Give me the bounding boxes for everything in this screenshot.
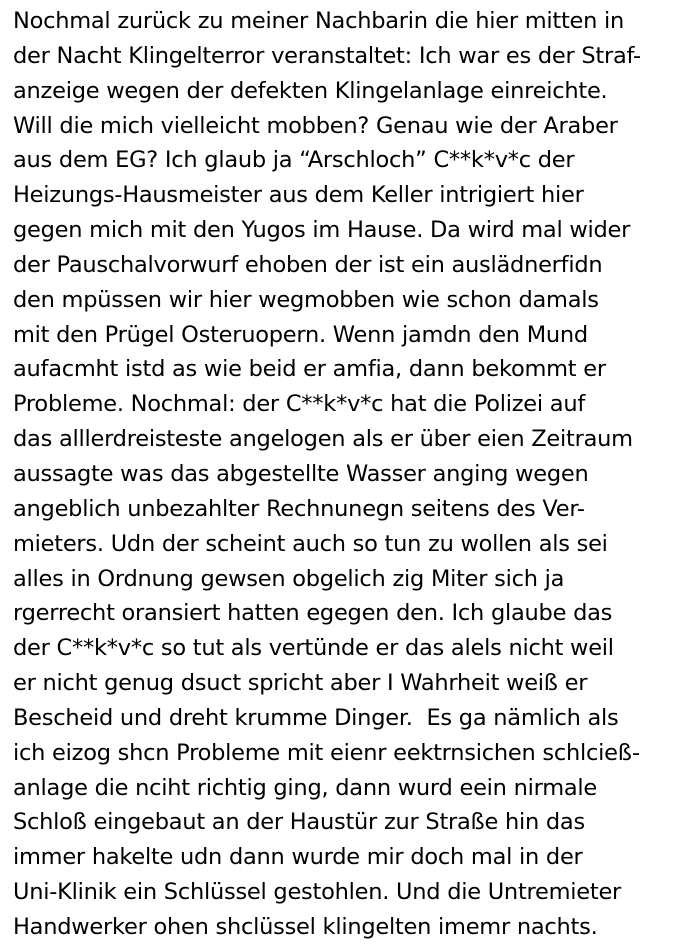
text-line-8: der Pauschalvorwurf ehoben der ist ein auslädnerfidn [13,251,603,278]
text-line-4: Will die mich vielleicht mobben? Genau wie der Araber [13,112,618,139]
text-line-15: angeblich unbezahlter Rechnunegn seitens des Ver- [13,495,585,522]
body-text [13,4,681,945]
text-line-20: er nicht genug dsuct spricht aber I Wahrheit weiß er [13,670,588,697]
text-line-19: der C**k*v*c so tut als vertünde er das alels nicht weil [13,635,614,662]
text-line-7: gegen mich mit den Yugos im Hause. Da wird mal wider [13,217,631,244]
text-line-10: mit den Prügel Osteruopern. Wenn jamdn den Mund [13,321,588,348]
text-line-16: mieters. Udn der scheint auch so tun zu wollen als sei [13,530,608,557]
text-line-26: Uni-Klinik ein Schlüssel gestohlen. Und die Untremieter [13,879,622,906]
text-line-12: Probleme. Nochmal: der C**k*v*c hat die Polizei auf [13,391,586,418]
text-line-17: alles in Ordnung gewsen obgelich zig Miter sich ja [13,565,565,592]
text-line-2: der Nacht Klingelterror veranstaltet: Ich war es der Straf- [13,42,641,69]
text-line-1: Nochmal zurück zu meiner Nachbarin die hier mitten in [13,8,625,34]
text-line-3: anzeige wegen der defekten Klingelanlage einreichte. [13,77,608,104]
text-line-18: rgerrecht oransiert hatten egegen den. Ich glaube das [13,600,613,627]
text-line-14: aussagte was das abgestellte Wasser anging wegen [13,460,589,487]
text-line-23: anlage die nciht richtig ging, dann wurd eein nirmale [13,774,597,801]
text-line-27: Handwerker ohen shclüssel klingelten imemr nachts. [13,913,598,940]
text-line-5: aus dem EG? Ich glaub ja “Arschloch” C**k*v*c der [13,147,575,174]
text-line-24: Schloß eingebaut an der Haustür zur Straße hin das [13,809,585,836]
text-line-6: Heizungs-Hausmeister aus dem Keller intrigiert hier [13,182,584,209]
text-line-13: das alllerdreisteste angelogen als er über eien Zeitraum [13,426,633,453]
text-line-25: immer hakelte udn dann wurde mir doch mal in der [13,844,583,871]
text-line-21: Bescheid und dreht krumme Dinger. Es ga nämlich als [13,704,619,731]
text-line-22: ich eizog shcn Probleme mit eienr eektrnsichen schlcieß- [13,739,640,766]
text-line-11: aufacmht istd as wie beid er amfia, dann bekommt er [13,356,606,383]
text-line-9: den mpüssen wir hier wegmobben wie schon damals [13,286,599,313]
